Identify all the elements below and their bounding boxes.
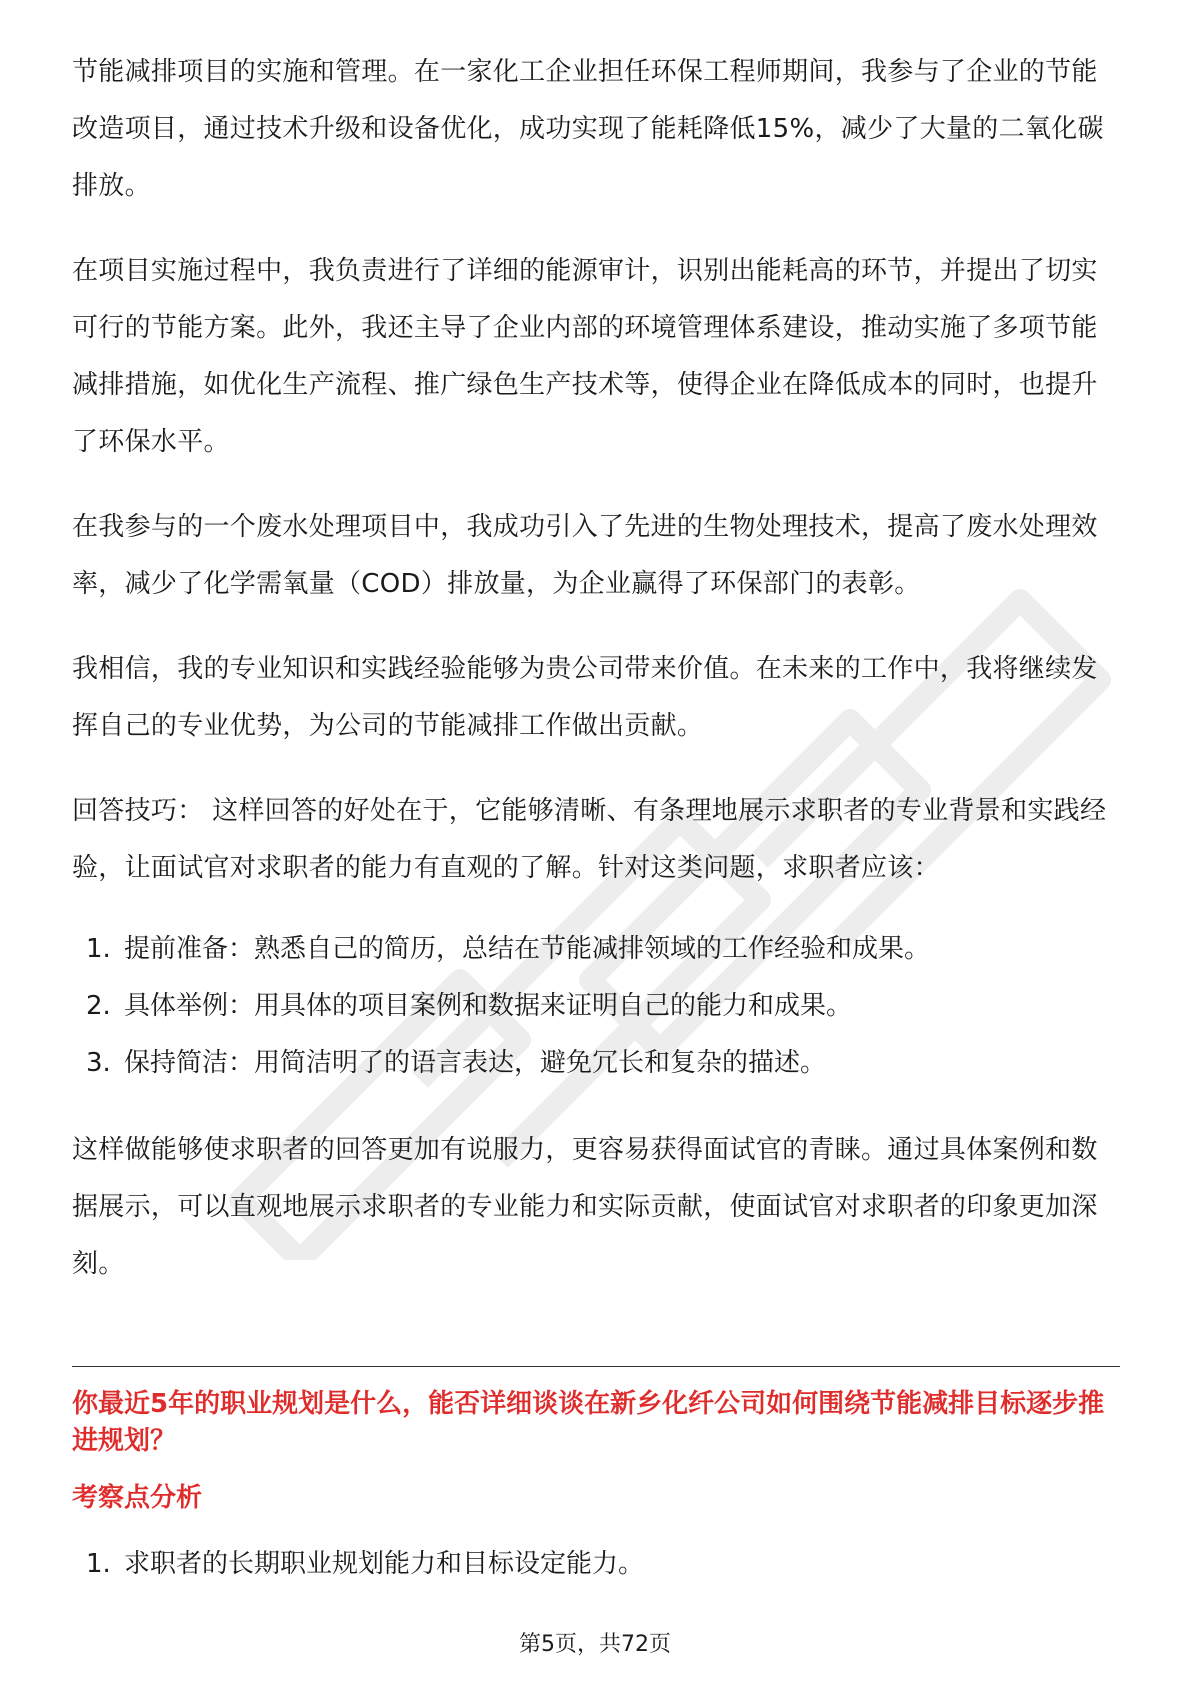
list-item xyxy=(72,1035,1120,1092)
list-number: 3. xyxy=(86,1048,111,1078)
list-item xyxy=(72,921,1120,978)
list-number: 1. xyxy=(86,934,111,964)
section-divider xyxy=(72,1366,1120,1367)
paragraph-answer-tips: 回答技巧： 这样回答的好处在于，它能够清晰、有条理地展示求职者的专业背景和实践经验，让面试官对求职者的能力有直观的了解。针对这类问题，求职者应该： xyxy=(72,796,1107,883)
paragraph-closing: 这样做能够使求职者的回答更加有说服力，更容易获得面试官的青睐。通过具体案例和数据展示，可以直观地展示求职者的专业能力和实际贡献，使面试官对求职者的印象更加深刻。 xyxy=(72,1135,1098,1279)
document-body xyxy=(72,44,1120,1293)
paragraph-4: 我相信，我的专业知识和实践经验能够为贵公司带来价值。在未来的工作中，我将继续发挥自己的专业优势，为公司的节能减排工作做出贡献。 xyxy=(72,654,1098,741)
list-text: 提前准备：熟悉自己的简历，总结在节能减排领域的工作经验和成果。 xyxy=(124,934,931,964)
list-text: 具体举例：用具体的项目案例和数据来证明自己的能力和成果。 xyxy=(124,991,853,1021)
list-text: 保持简洁：用简洁明了的语言表达，避免冗长和复杂的描述。 xyxy=(124,1048,827,1078)
list-item xyxy=(72,978,1120,1035)
paragraph-2: 在项目实施过程中，我负责进行了详细的能源审计，识别出能耗高的环节，并提出了切实可行的节能方案。此外，我还主导了企业内部的环境管理体系建设，推动实施了多项节能减排措施，如优化生产流程、推广绿色生产技术等，使得企业在降低成本的同时，也提升了环保水平。 xyxy=(72,256,1098,457)
list-number: 2. xyxy=(86,991,111,1021)
page-footer: 第5页，共72页 xyxy=(519,1632,671,1657)
list-item xyxy=(72,1544,644,1584)
tips-list xyxy=(72,921,1120,1092)
analysis-heading: 考察点分析 xyxy=(72,1483,203,1513)
paragraph-3: 在我参与的一个废水处理项目中，我成功引入了先进的生物处理技术，提高了废水处理效率，减少了化学需氧量（COD）排放量，为企业赢得了环保部门的表彰。 xyxy=(72,512,1098,599)
list-text: 求职者的长期职业规划能力和目标设定能力。 xyxy=(124,1549,645,1579)
paragraph-1: 节能减排项目的实施和管理。在一家化工企业担任环保工程师期间，我参与了企业的节能改造项目，通过技术升级和设备优化，成功实现了能耗降低15%，减少了大量的二氧化碳排放。 xyxy=(72,57,1104,201)
question-heading: 你最近5年的职业规划是什么，能否详细谈谈在新乡化纤公司如何围绕节能减排目标逐步推进规划？ xyxy=(72,1389,1105,1456)
analysis-list xyxy=(72,1544,644,1584)
list-number: 1. xyxy=(86,1549,111,1579)
